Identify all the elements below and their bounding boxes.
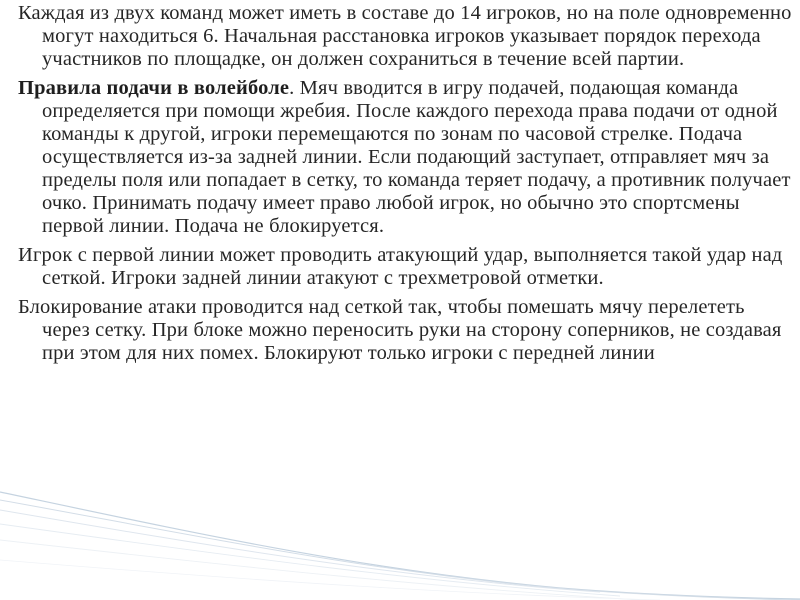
paragraph-block [18, 296, 793, 365]
paragraph-text: . Мяч вводится в игру подачей, подающая команда определяется при помощи жребия. После каждого перехода права подачи от одной команды к другой, игроки перемещаются по зонам по часовой стрелке. Подача осуществляется из-за задней линии. Если подающий заступает, отправляет мяч за пределы поля или попадает в сетку, то команда теряет подачу, а противник получает очко. Принимать подачу имеет право любой игрок, но обычно это спортсмены первой линии. Подача не блокируется. [42, 77, 791, 237]
decor-line [0, 510, 600, 592]
paragraph-attack [18, 244, 793, 290]
decor-line [0, 560, 660, 600]
paragraph-serve-rules [18, 77, 793, 238]
decor-line [0, 492, 800, 599]
paragraph-text: Блокирование атаки проводится над сеткой так, чтобы помешать мячу перелететь через сетку. При блоке можно переносить руки на сторону соперников, не создавая при этом для них помех. Блокируют только игроки с передней линии [18, 296, 782, 364]
paragraph-text: Игрок с первой линии может проводить атакующий удар, выполняется такой удар над сеткой. Игроки задней линии атакуют с трехметровой отметки. [18, 244, 783, 289]
slide-text-body [18, 2, 793, 371]
decorative-wave-lines [0, 490, 800, 600]
paragraph-lead: Правила подачи в волейболе [18, 77, 290, 99]
paragraph-text: Каждая из двух команд может иметь в составе до 14 игроков, но на поле одновременно могут находиться 6. Начальная расстановка игроков указывает порядок перехода участников по площадке, он должен сохраниться в течение всей партии. [18, 2, 792, 70]
paragraph-team-composition [18, 2, 793, 71]
decor-line [0, 500, 800, 600]
decor-line [0, 540, 640, 600]
